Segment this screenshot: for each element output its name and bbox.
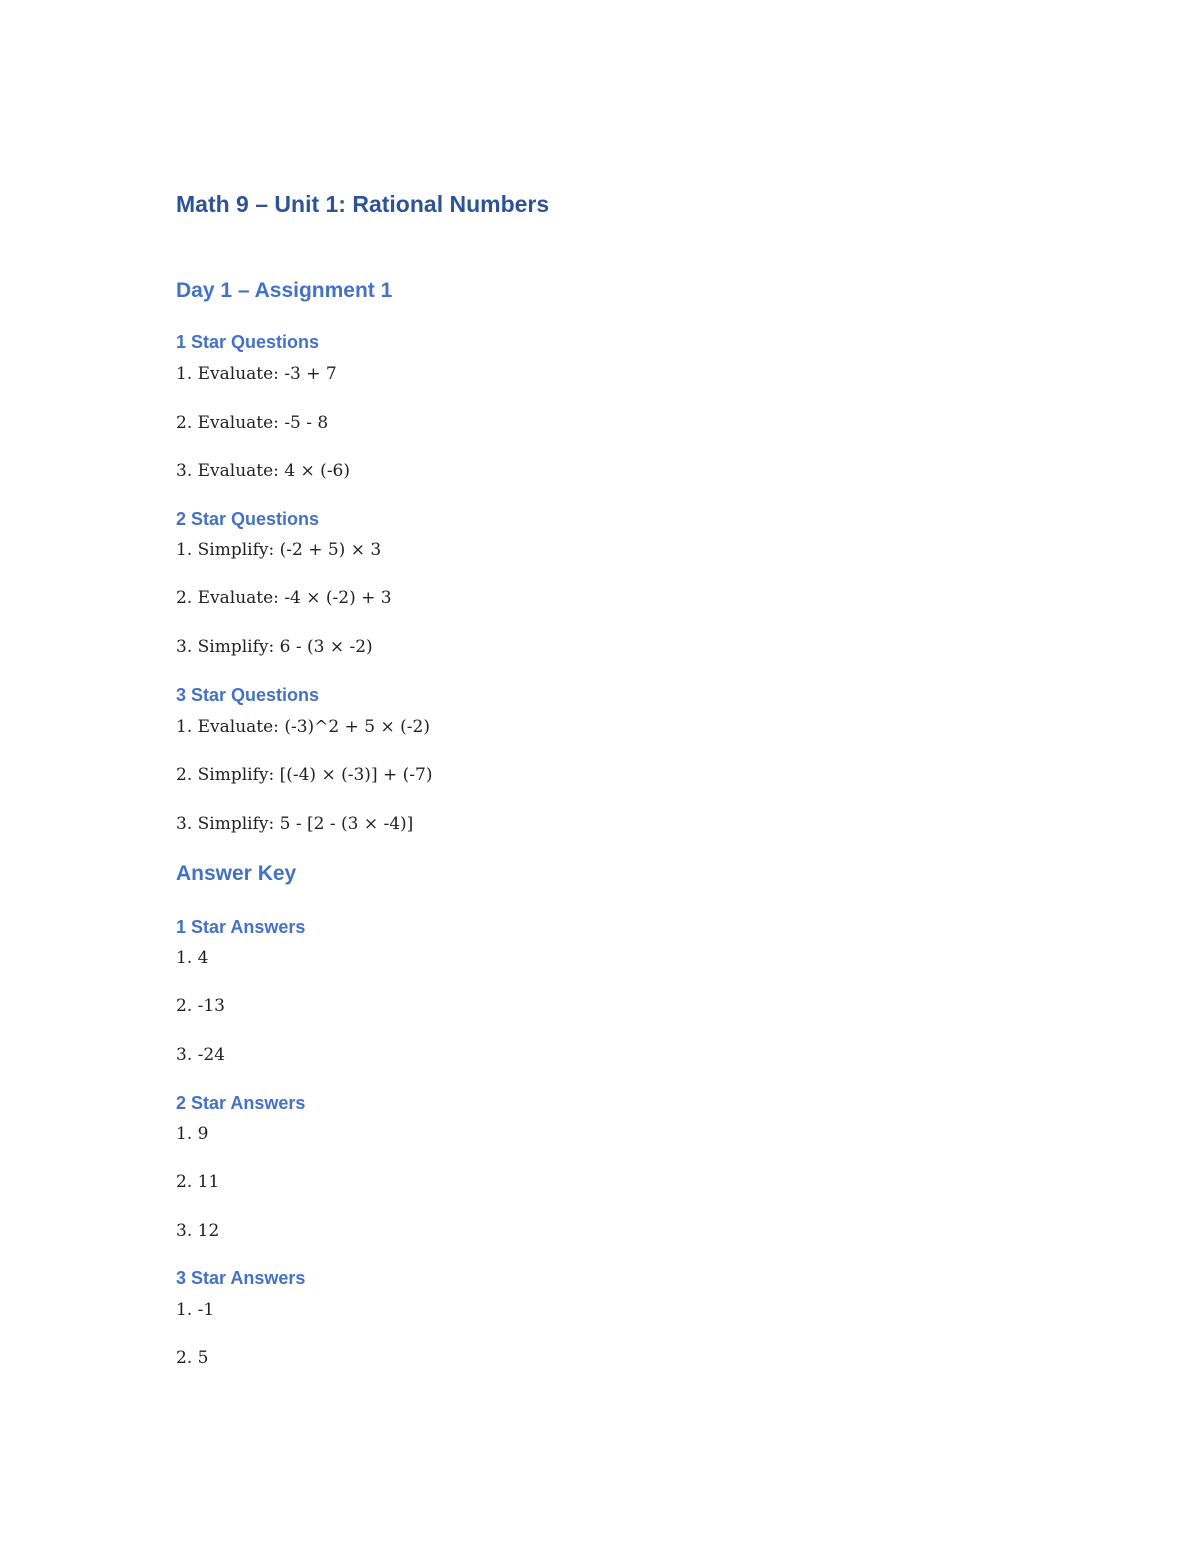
answer-item: 2. 5 bbox=[176, 1348, 209, 1368]
answer-item: 1. -1 bbox=[176, 1300, 215, 1320]
question-item: 3. Evaluate: 4 × (-6) bbox=[176, 461, 351, 481]
question-item: 3. Simplify: 5 - [2 - (3 × -4)] bbox=[176, 814, 414, 834]
one-star-questions-heading: 1 Star Questions bbox=[176, 332, 320, 352]
answer-item: 2. 11 bbox=[176, 1172, 220, 1192]
three-star-answers-heading: 3 Star Answers bbox=[176, 1268, 306, 1288]
question-item: 3. Simplify: 6 - (3 × -2) bbox=[176, 637, 373, 657]
document-title: Math 9 – Unit 1: Rational Numbers bbox=[176, 191, 550, 217]
three-star-questions-heading: 3 Star Questions bbox=[176, 685, 320, 705]
question-item: 2. Simplify: [(-4) × (-3)] + (-7) bbox=[176, 765, 433, 785]
answer-item: 1. 9 bbox=[176, 1124, 209, 1144]
two-star-questions-heading: 2 Star Questions bbox=[176, 509, 320, 529]
assignment-heading: Day 1 – Assignment 1 bbox=[176, 279, 393, 302]
question-item: 2. Evaluate: -5 - 8 bbox=[176, 413, 329, 433]
answer-item: 3. -24 bbox=[176, 1045, 225, 1065]
answer-key-heading: Answer Key bbox=[176, 862, 297, 885]
two-star-answers-heading: 2 Star Answers bbox=[176, 1093, 306, 1113]
one-star-answers-heading: 1 Star Answers bbox=[176, 917, 306, 937]
question-item: 1. Evaluate: (-3)^2 + 5 × (-2) bbox=[176, 717, 430, 737]
question-item: 1. Simplify: (-2 + 5) × 3 bbox=[176, 540, 382, 560]
answer-item: 2. -13 bbox=[176, 996, 225, 1016]
answer-item: 1. 4 bbox=[176, 948, 209, 968]
question-item: 2. Evaluate: -4 × (-2) + 3 bbox=[176, 588, 392, 608]
question-item: 1. Evaluate: -3 + 7 bbox=[176, 364, 337, 384]
answer-item: 3. 12 bbox=[176, 1221, 220, 1241]
